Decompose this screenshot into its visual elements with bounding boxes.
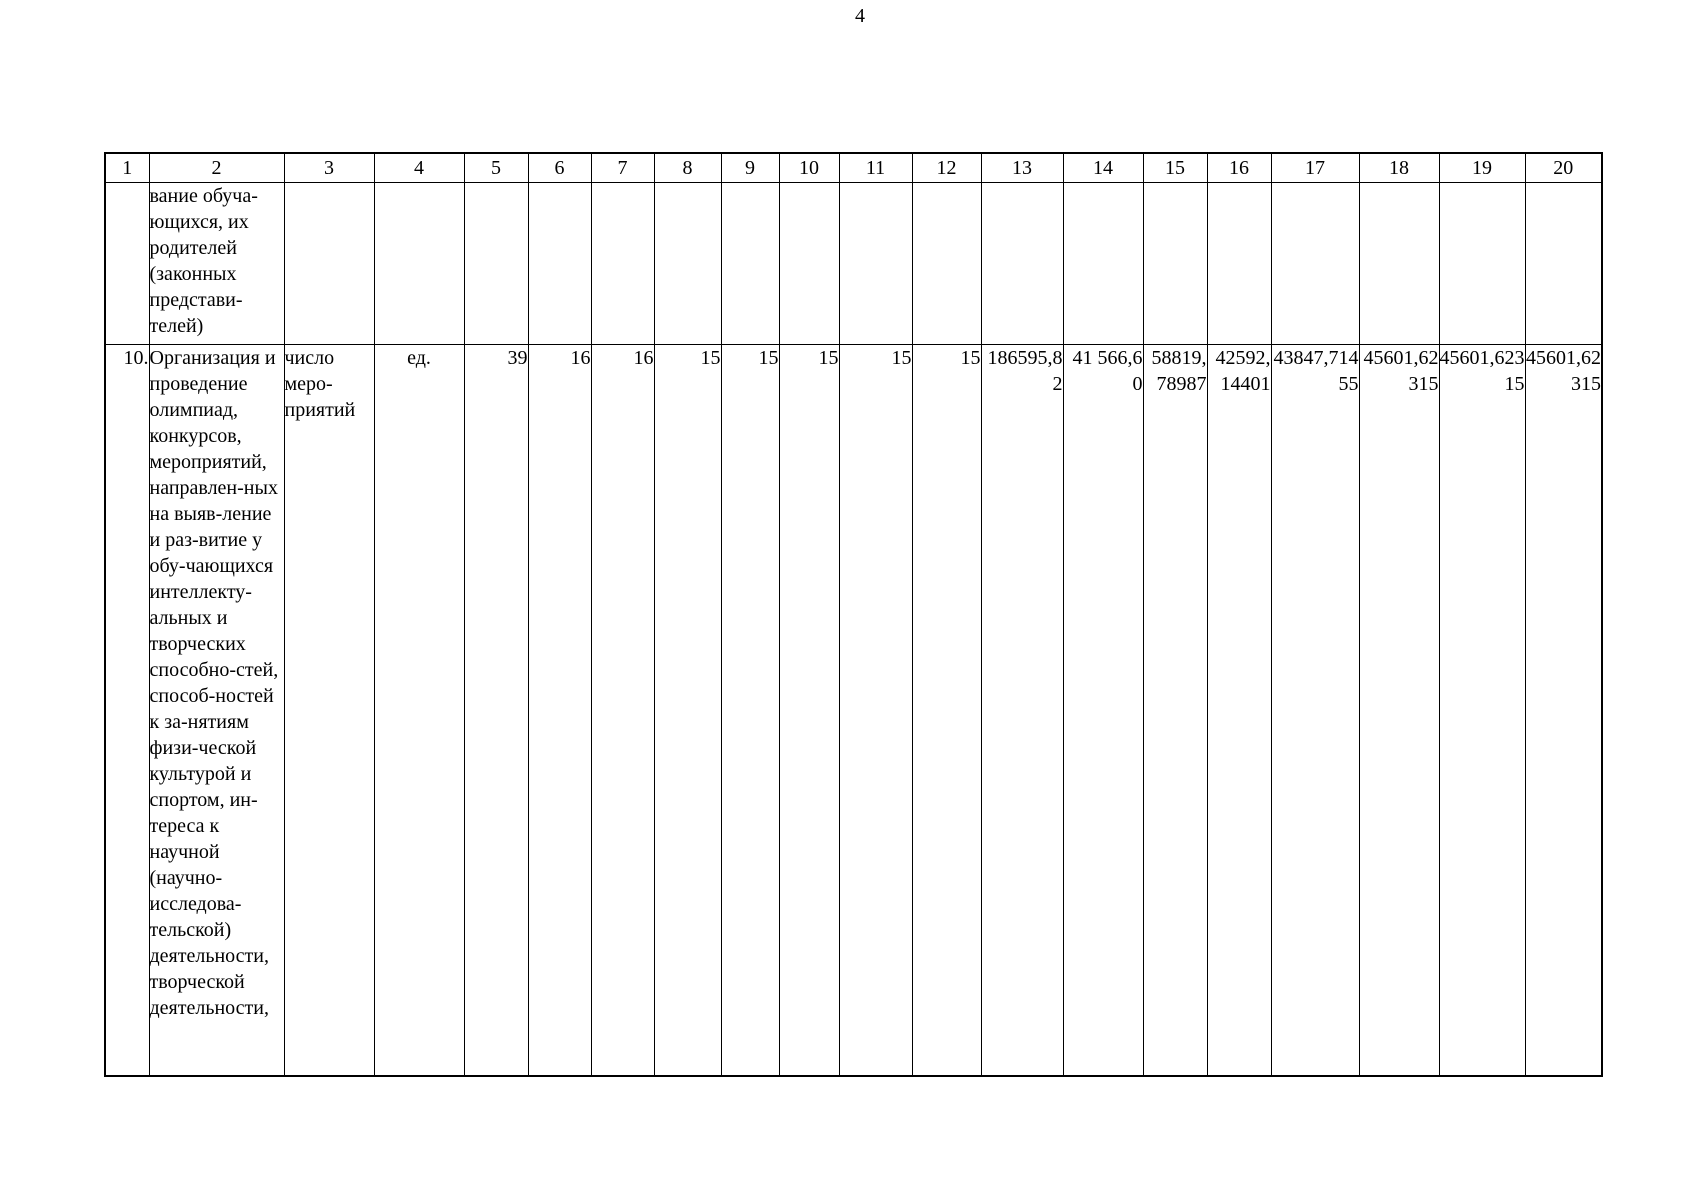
table-cell bbox=[528, 183, 591, 345]
unit-cell: ед. bbox=[374, 345, 464, 1077]
header-cell: 9 bbox=[721, 153, 779, 183]
value-cell: 15 bbox=[779, 345, 839, 1077]
table-cell bbox=[464, 183, 528, 345]
header-cell: 4 bbox=[374, 153, 464, 183]
value-cell: 45601,62315 bbox=[1439, 345, 1525, 1077]
header-cell: 8 bbox=[654, 153, 721, 183]
table-cell bbox=[1359, 183, 1439, 345]
header-cell: 12 bbox=[912, 153, 981, 183]
table-cell bbox=[981, 183, 1063, 345]
continuation-text-cell: вание обуча-ющихся, их родителей (законных представи-телей) bbox=[149, 183, 284, 345]
value-cell: 41 566,60 bbox=[1063, 345, 1143, 1077]
header-cell: 10 bbox=[779, 153, 839, 183]
header-cell: 14 bbox=[1063, 153, 1143, 183]
header-cell: 13 bbox=[981, 153, 1063, 183]
value-cell: 15 bbox=[839, 345, 912, 1077]
table-row-10 bbox=[105, 345, 1602, 1077]
table-cell bbox=[912, 183, 981, 345]
value-cell: 16 bbox=[528, 345, 591, 1077]
table-cell bbox=[284, 183, 374, 345]
indicator-cell: число меро-приятий bbox=[284, 345, 374, 1077]
header-cell: 18 bbox=[1359, 153, 1439, 183]
table-cell bbox=[1271, 183, 1359, 345]
value-cell: 58819,78987 bbox=[1143, 345, 1207, 1077]
value-cell: 15 bbox=[654, 345, 721, 1077]
table-cell bbox=[721, 183, 779, 345]
activity-name-cell: Организация и проведение олимпиад, конкурсов, мероприятий, направлен-ных на выяв-ление и раз-витие у обу-чающихся интеллекту-альных и творческих способно-стей, способ-ностей к за-нятиям физи-ческой культурой и спортом, ин-тереса к научной (научно-исследова-тельской) деятельности, творческой деятельности, bbox=[149, 345, 284, 1077]
header-cell: 15 bbox=[1143, 153, 1207, 183]
table-cell bbox=[1439, 183, 1525, 345]
table-cell bbox=[839, 183, 912, 345]
header-cell: 17 bbox=[1271, 153, 1359, 183]
table-cell bbox=[1525, 183, 1602, 345]
header-cell: 16 bbox=[1207, 153, 1271, 183]
continuation-row bbox=[105, 183, 1602, 345]
table-cell bbox=[1207, 183, 1271, 345]
value-cell: 15 bbox=[912, 345, 981, 1077]
page-number: 4 bbox=[855, 5, 865, 27]
row-number-cell: 10. bbox=[105, 345, 149, 1077]
value-cell: 43847,71455 bbox=[1271, 345, 1359, 1077]
value-cell: 15 bbox=[721, 345, 779, 1077]
header-cell: 5 bbox=[464, 153, 528, 183]
table-cell bbox=[1143, 183, 1207, 345]
header-cell: 3 bbox=[284, 153, 374, 183]
table-cell bbox=[374, 183, 464, 345]
value-cell: 45601,62315 bbox=[1525, 345, 1602, 1077]
header-cell: 11 bbox=[839, 153, 912, 183]
table-cell bbox=[105, 183, 149, 345]
header-row bbox=[105, 153, 1602, 183]
table-cell bbox=[779, 183, 839, 345]
header-cell: 7 bbox=[591, 153, 654, 183]
header-cell: 2 bbox=[149, 153, 284, 183]
table-cell bbox=[591, 183, 654, 345]
header-cell: 20 bbox=[1525, 153, 1602, 183]
table-cell bbox=[654, 183, 721, 345]
data-table bbox=[104, 152, 1603, 1077]
header-cell: 6 bbox=[528, 153, 591, 183]
header-cell: 1 bbox=[105, 153, 149, 183]
value-cell: 42592,14401 bbox=[1207, 345, 1271, 1077]
value-cell: 16 bbox=[591, 345, 654, 1077]
value-cell: 186595,82 bbox=[981, 345, 1063, 1077]
header-cell: 19 bbox=[1439, 153, 1525, 183]
value-cell: 39 bbox=[464, 345, 528, 1077]
value-cell: 45601,62315 bbox=[1359, 345, 1439, 1077]
table-cell bbox=[1063, 183, 1143, 345]
